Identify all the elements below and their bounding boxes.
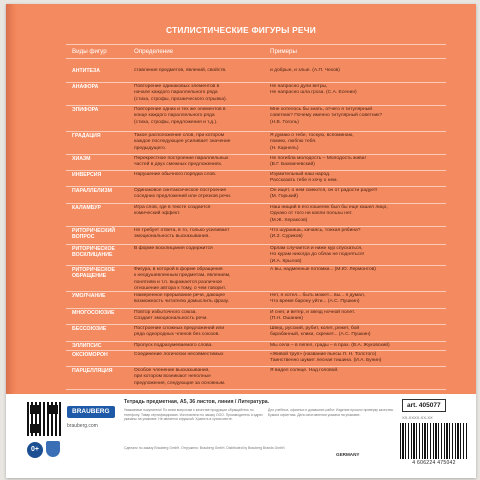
figure-name: ХИАЗМ: [72, 156, 91, 162]
figure-name: АНТИТЕЗА: [72, 68, 101, 74]
figure-definition: Намеренное прерывание речи, дающее возможность читателю домыслить фразу.: [134, 293, 229, 305]
figure-definition: Перекрестное построение параллельных частей в двух смежных предложениях.: [134, 156, 229, 168]
figure-example: И снег, и ветер, и звезд ночной полет. (П.Н. Ошанин): [270, 310, 356, 322]
header-divider: [66, 58, 446, 59]
table-row: [66, 226, 446, 245]
column-header-term: Виды фигур: [72, 48, 107, 55]
table-row: [66, 244, 446, 266]
figure-name: ПАРАЛЛЕЛИЗМ: [72, 188, 112, 194]
figure-name: ГРАДАЦИЯ: [72, 133, 101, 139]
table-row: [66, 366, 446, 390]
table-row: [66, 186, 446, 204]
qr-code-icon: [27, 402, 61, 436]
figure-definition: Нарушение обычного порядка слов.: [134, 172, 217, 177]
figure-definition: ставления предметов, явлений, свойств.: [134, 68, 227, 73]
figure-example: Он ищет, о нем смеются, он от радости радует! (М. Горький): [270, 188, 378, 200]
figure-example: Мне хотелось бы знать, отчего я титулярный советник? Почему именно титулярный советник? (Н.В. Гоголь): [270, 107, 383, 125]
figure-name: БЕССОЮЗИЕ: [72, 326, 107, 332]
table-row: [66, 265, 446, 292]
barcode-caption: ХХ-ХХХХ-ХХ-ХХ: [402, 415, 433, 420]
barcode-number: 4 606224 475042: [412, 460, 456, 466]
figure-example: А вы, надменные потомки... (М.Ю. Лермонтов): [270, 267, 376, 272]
figure-name: ПАРЦЕЛЛЯЦИЯ: [72, 368, 113, 374]
figure-example: Нет, я хотел... быть может... вы... я думал, Что время барону уйти... (А.С. Пушкин): [270, 293, 366, 305]
notebook-back-cover: [6, 4, 476, 478]
figure-name: ЭПИФОРА: [72, 107, 99, 113]
column-header-definition: Определение: [134, 48, 174, 55]
figure-name: ЭЛЛИПСИС: [72, 343, 102, 349]
figure-definition: Соединение логически несовместимых: [134, 352, 224, 357]
figure-definition: Построение сложных предложений или ряда однородных членов без союзов.: [134, 326, 225, 338]
figure-definition: Повторение одних и тех же элементов в конце каждого параллельного ряда (стиха, строфы, предложения и т.д.).: [134, 107, 226, 125]
figure-example: Мы села – в пепел, грады – в прах. (В.А. Жуковский): [270, 343, 390, 348]
page-title: СТИЛИСТИЧЕСКИЕ ФИГУРЫ РЕЧИ: [166, 25, 316, 35]
table-row: [66, 308, 446, 325]
figure-definition: Особое членение высказывания, при котором возникают неполные предложения, следующие за основным.: [134, 368, 226, 386]
figure-name: ОКСЮМОРОН: [72, 352, 108, 358]
figure-example: «Живой труп» (название пьесы Л. Н. Толстого) Таинственно шумит лесная тишина. (И.А. Бунин): [270, 352, 382, 364]
figure-definition: Не требует ответа, в то, только усиливает эмоциональность высказывания.: [134, 228, 230, 240]
figure-example: Не погибла молодость – Молодость жива! (В.Г. Бахмачевский): [270, 156, 366, 168]
fine-print-left: Уважаемые покупатели! По всем вопросам о качестве продукции обращайтесь по телефону. Товар сертифицирован. Изготовлено по заказу ООО. Производитель и адрес указаны на упаковке. Не является игрушкой. Хранить в сухом месте.: [124, 408, 263, 422]
figure-example: Что шуршишь, качаясь, тонкая рябина? (И.З. Суриков): [270, 228, 361, 240]
age-rating-icon: 0+: [27, 442, 43, 458]
figure-definition: Такое расположение слов, при котором каждое последующее усиливает значение предыдущего.: [134, 133, 231, 151]
figure-example: Изумительный наш народ. Рассказать тебе я хочу о нем.: [270, 172, 338, 184]
table-row: [66, 82, 446, 106]
figure-definition: Одинаковое синтаксическое построение соседних предложений или отрезков речи.: [134, 188, 232, 200]
figure-name: УМОЛЧАНИЕ: [72, 293, 106, 299]
fine-print-mid: Для учебных, офисных и домашних работ. Изделие прошло проверку качества. Бумага офсетная. Дата изготовления указана на упаковке.: [268, 408, 394, 417]
table-row: [66, 66, 446, 83]
table-row: [66, 105, 446, 132]
figure-example: Швед, русский, рубит, колет, режет, бой барабанный, клики, скрежет... (А.С. Пушкин): [270, 326, 371, 338]
figure-definition: Фигура, в которой в форме обращения к неодушевленным предметам, явлениям, понятиям и т.п. выражается различное отношение автора к тому, о чем говорит.: [134, 267, 231, 292]
footer-info-panel: [6, 394, 476, 478]
brand-logo: BRAUBERG: [67, 406, 115, 418]
figure-name: ИНВЕРСИЯ: [72, 172, 102, 178]
figure-definition: В форме восклицания содержится: [134, 246, 213, 251]
brand-url: brauberg.com: [67, 423, 98, 429]
figure-example: и добрые, и злые. (А.П. Чехов): [270, 68, 340, 73]
figure-example: Не напрасно дули ветры, Не напрасно шла гроза. (С.А. Есенин): [270, 84, 357, 96]
figure-name: РИТОРИЧЕСКОЕ ВОСКЛИЦАНИЕ: [72, 246, 115, 259]
article-number: art. 405077: [402, 399, 446, 412]
table-row: [66, 170, 446, 187]
figure-example: Я думаю о тебе, тоскую, вспоминаю, помню, люблю тебя. (Н. Карнель): [270, 133, 354, 151]
product-description: Тетрадь предметная, А5, 36 листов, линия / Литература.: [124, 399, 270, 405]
figure-definition: Пропуск подразумеваемого слова.: [134, 343, 213, 348]
country-of-origin: GERMANY: [336, 452, 360, 457]
figure-definition: Повтор избыточного союза. Создает эмоциональность речи.: [134, 310, 208, 322]
figure-name: КАЛАМБУР: [72, 205, 101, 211]
figure-example: Наш нищий в его кошелек был бы еще кашел лицо, Однако от того ни капли пользы нет. (М.Ж. Хераксов): [270, 205, 388, 223]
figure-definition: Повторение одинаковых элементов в начале каждого параллельного ряда (стиха, строфы, прозаического отрывка).: [134, 84, 228, 102]
figure-name: АНАФОРА: [72, 84, 99, 90]
figure-name: РИТОРИЧЕСКИЙ ВОПРОС: [72, 228, 115, 241]
figure-example: Я видел солнце. Над головой.: [270, 368, 339, 373]
table-row: [66, 131, 446, 155]
column-header-example: Примеры: [270, 48, 297, 55]
certification-shield-icon: [46, 441, 60, 457]
barcode-icon: [400, 423, 468, 459]
table-row: [66, 203, 446, 227]
figure-name: РИТОРИЧЕСКОЕ ОБРАЩЕНИЕ: [72, 267, 115, 280]
title-divider: [66, 44, 446, 45]
table-row: [66, 350, 446, 367]
figure-definition: Игра слов, где в тексте создается комический эффект.: [134, 205, 211, 217]
figure-example: Орлам случается и ниже кур спускаться, Но курам никогда до облак не подняться! (И.А. Крылов): [270, 246, 364, 264]
table-row: [66, 291, 446, 309]
table-row: [66, 154, 446, 171]
table-row: [66, 324, 446, 342]
fine-print-right: Сделано по заказу Brauberg GmbH. Отгружено: Brauberg GmbH. Distributed by Brauberg Brands GmbH.: [124, 446, 286, 450]
figure-name: МНОГОСОЮЗИЕ: [72, 310, 115, 316]
